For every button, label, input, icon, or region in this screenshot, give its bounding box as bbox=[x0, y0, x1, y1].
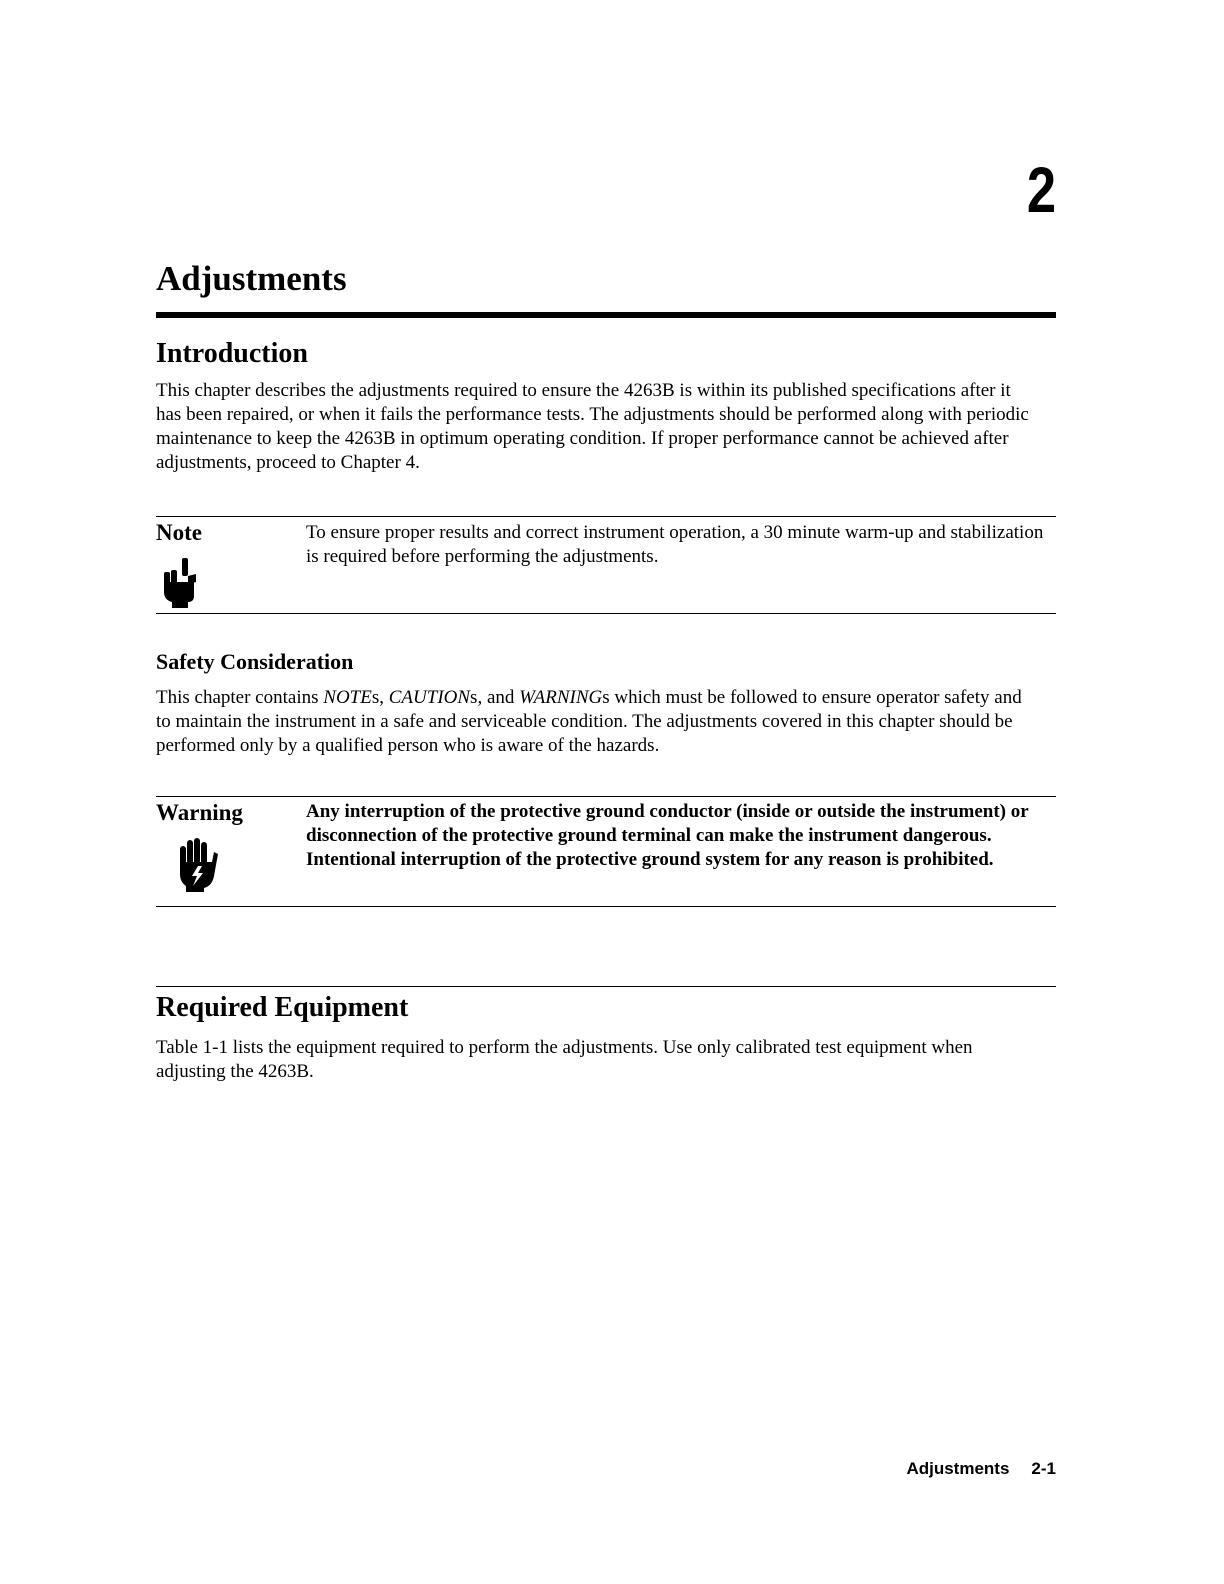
page-footer bbox=[860, 1458, 1056, 1480]
note-label: Note bbox=[156, 520, 202, 545]
title-rule bbox=[156, 312, 1056, 318]
required-equipment-heading: Required Equipment bbox=[156, 992, 409, 1023]
pointing-hand-icon bbox=[160, 556, 200, 614]
footer-section: Adjustments bbox=[906, 1459, 1010, 1478]
chapter-title: Adjustments bbox=[156, 259, 347, 298]
introduction-body: This chapter describes the adjustments required to ensure the 4263B is within its published specifications after it has been repaired, or when it fails the performance tests. The adjustments should be performed along with periodic maintenance to keep the 4263B in optimum operating condition. If proper performance cannot be achieved after adjustments, proceed to Chapter 4. bbox=[156, 380, 1029, 473]
introduction-heading: Introduction bbox=[156, 338, 308, 369]
note-text: To ensure proper results and correct instrument operation, a 30 minute warm-up and stabilization is required before performing the adjustments. bbox=[306, 522, 1044, 567]
warning-top-rule bbox=[156, 796, 1056, 797]
note-top-rule bbox=[156, 516, 1056, 517]
safety-heading: Safety Consideration bbox=[156, 649, 354, 674]
required-equipment-body: Table 1-1 lists the equipment required to perform the adjustments. Use only calibrated test equipment when adjusting the 4263B. bbox=[156, 1037, 973, 1082]
warning-label: Warning bbox=[156, 800, 243, 825]
chapter-number: 2 bbox=[1026, 154, 1056, 226]
footer-page-number: 2-1 bbox=[1031, 1459, 1056, 1478]
safety-body: This chapter contains NOTEs, CAUTIONs, and WARNINGs which must be followed to ensure operator safety and to maintain the instrument in a safe and serviceable condition. The adjustments covered in this chapter should be performed only by a qualified person who is aware of the hazards. bbox=[156, 687, 1022, 756]
required-equipment-rule bbox=[156, 986, 1056, 987]
note-bottom-rule bbox=[156, 613, 1056, 614]
warning-text: Any interruption of the protective ground conductor (inside or outside the instrument) or disconnection of the protective ground terminal can make the instrument dangerous. Intentional interruption of the protective ground system for any reason is prohibited. bbox=[306, 801, 1029, 870]
warning-bottom-rule bbox=[156, 906, 1056, 907]
shock-hazard-hand-icon bbox=[176, 836, 218, 898]
